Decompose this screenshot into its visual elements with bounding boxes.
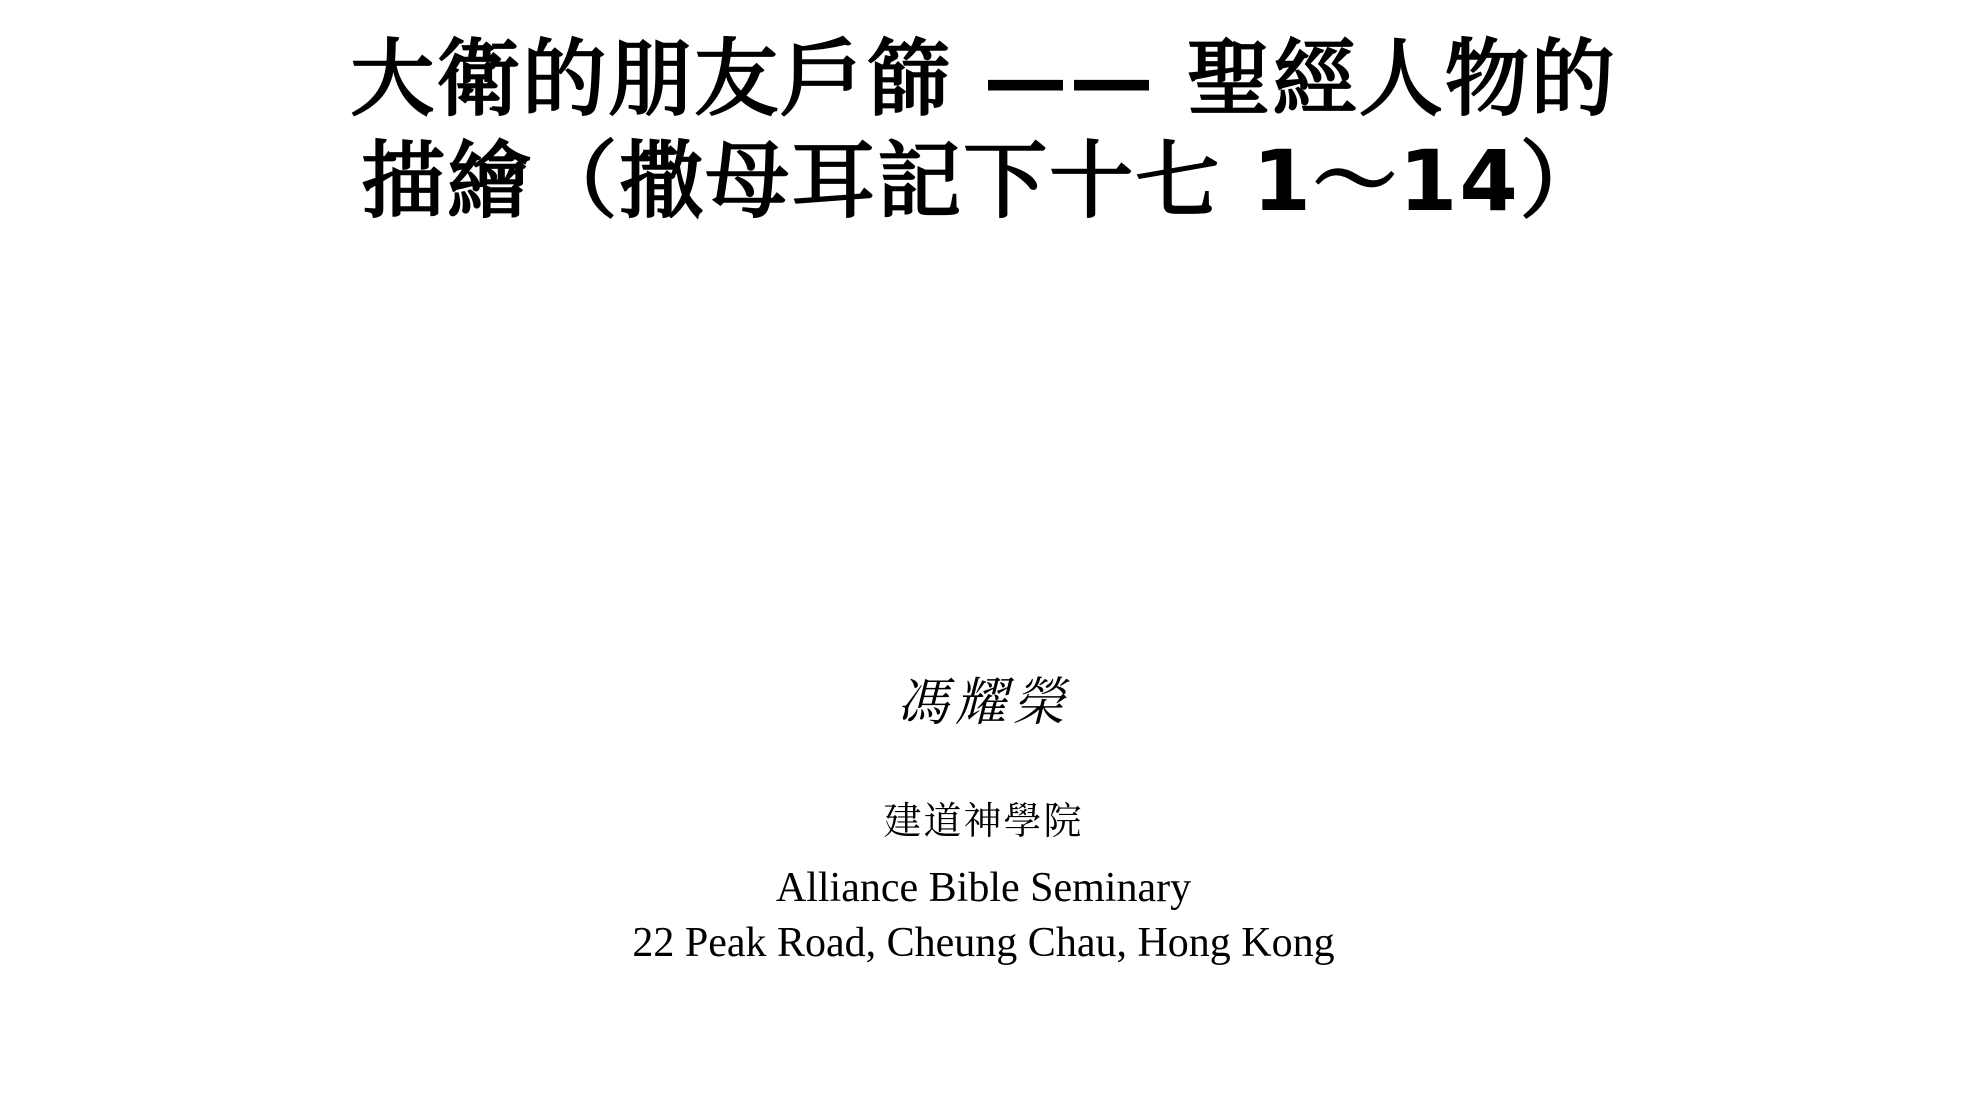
affiliation-address: 22 Peak Road, Cheung Chau, Hong Kong (632, 920, 1335, 967)
author-block (0, 660, 1967, 735)
affiliation-block (0, 790, 1967, 972)
affiliation-chinese: 建道神學院 (883, 799, 1084, 843)
title-line-2: 描繪（撒母耳記下十七 1～14） (361, 132, 1606, 231)
affiliation-english: Alliance Bible Seminary (775, 865, 1192, 911)
page-title (0, 28, 1967, 233)
title-line-1: 大衛的朋友戶篩 —— 聖經人物的 (350, 30, 1617, 128)
author-name: 馮耀榮 (896, 673, 1071, 733)
